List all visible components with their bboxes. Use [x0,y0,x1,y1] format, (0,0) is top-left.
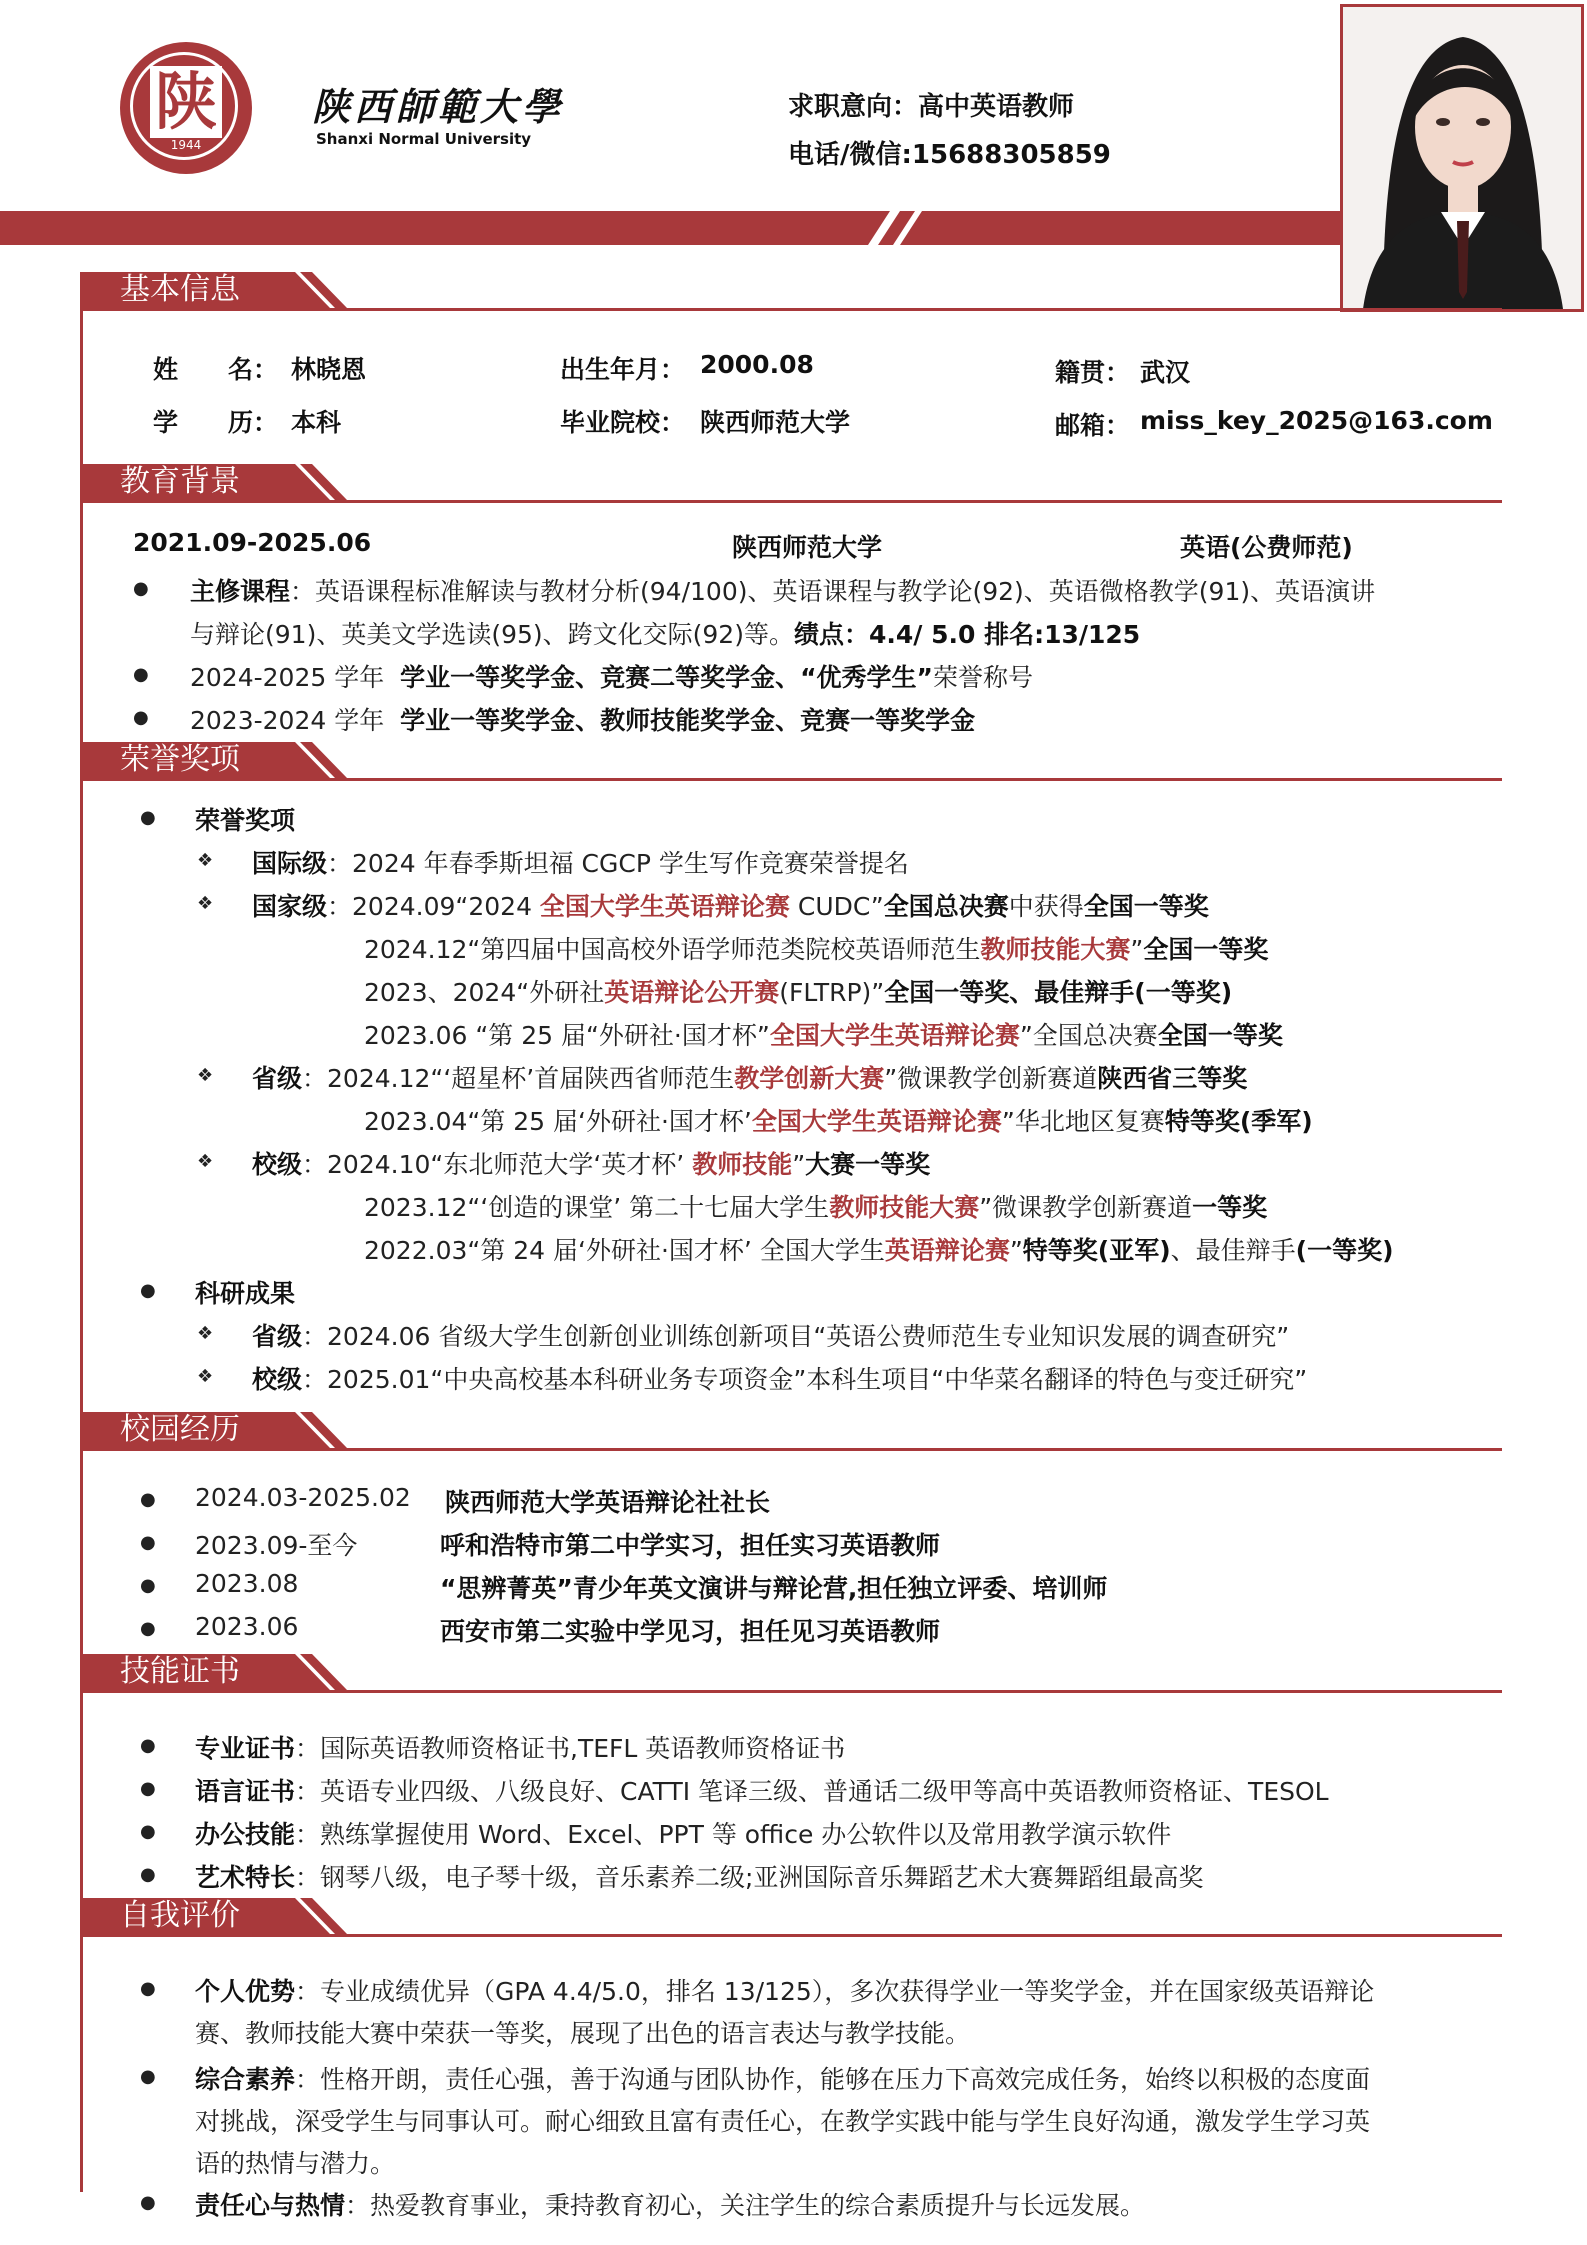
t: (一等奖) [1295,1236,1394,1265]
t: 教学创新大赛 [734,1064,885,1093]
t: 特等奖(季军) [1164,1107,1313,1136]
bullet: ● [140,1978,156,1999]
res-sch-label: 校级 [252,1365,303,1394]
birth-label: 出生年月： [560,355,686,384]
bullet: ● [140,807,156,828]
school-award-3 [364,1231,1394,1267]
skill-row [195,1772,1329,1808]
bullet: ● [140,1532,156,1553]
phone: 电话/微信:15688305859 [788,140,1111,170]
section-title-self: 自我评价 [120,1898,240,1933]
campus-date: 2024.03-2025.02 [195,1483,411,1512]
bullet: ● [140,1821,156,1842]
bullet: ● [140,1778,156,1799]
university-name-en: Shanxi Normal University [316,130,532,148]
profile-photo [1340,4,1584,312]
school-award-2 [364,1188,1267,1224]
gpa: 绩点：4.4/ 5.0 排名:13/125 [793,620,1141,649]
edu-period: 2021.09-2025.06 [133,528,372,557]
t: ”微课教学创新赛道 [884,1064,1098,1093]
diamond-bullet: ❖ [197,1065,214,1086]
diamond-bullet: ❖ [197,1366,214,1387]
t: 全国总决赛 [883,892,1009,921]
section-rule [80,1690,1502,1693]
degree-value: 本科 [291,408,342,437]
skill-row [195,1858,1203,1894]
bullet: ● [140,1489,156,1510]
skill-text: ：钢琴八级，电子琴十级，音乐素养二级;亚洲国际音乐舞蹈艺术大赛舞蹈组最高奖 [295,1863,1204,1892]
t: 2023.12“‘创造的课堂’ 第二十七届大学生 [364,1193,830,1222]
origin-value: 武汉 [1140,358,1191,387]
campus-date: 2023.09-至今 [195,1531,358,1560]
campus-desc: 呼和浩特市第二中学实习，担任实习英语教师 [440,1531,941,1560]
course-line1 [190,572,1375,608]
section-rule [80,1448,1502,1451]
section-title-basic: 基本信息 [120,272,240,307]
bullet: ● [140,1864,156,1885]
skill-label: 专业证书 [195,1734,296,1763]
t: ：2024.09“2024 [327,892,540,921]
self-qual-line1 [195,2060,1370,2096]
origin-label: 籍贯： [1055,358,1131,387]
nat-label: 国家级 [252,892,328,921]
school-label: 毕业院校： [560,408,686,437]
year1-award-list: 学业一等奖学金、竞赛二等奖学金、“优秀学生” [400,663,933,692]
t: ” [1009,1236,1023,1265]
t: 教师技能大赛 [829,1193,980,1222]
t: 全国一等奖 [1083,892,1209,921]
nat-award-2 [364,930,1268,966]
skill-text: ：国际英语教师资格证书,TEFL 英语教师资格证书 [295,1734,846,1763]
t: ” [1130,935,1144,964]
diamond-bullet: ❖ [197,1323,214,1344]
section-title-campus: 校园经历 [120,1412,240,1447]
nat-award-4 [364,1016,1283,1052]
logo-char: 陕 [150,66,222,138]
t: 大赛一等奖 [805,1150,931,1179]
bullet: ● [140,1575,156,1596]
t: 英语辩论赛 [884,1236,1010,1265]
t: ”微课教学创新赛道 [979,1193,1193,1222]
t: 一等奖 [1192,1193,1268,1222]
nat-award-1 [252,887,1209,923]
res-prov-label: 省级 [252,1322,303,1351]
bullet: ● [140,2192,156,2213]
research-subhead: 科研成果 [195,1279,296,1308]
intl-label: 国际级 [252,849,328,878]
section-rule [80,1934,1502,1937]
skill-label: 艺术特长 [195,1863,296,1892]
diamond-bullet: ❖ [197,850,214,871]
honors-subhead: 荣誉奖项 [195,806,296,835]
birth-value: 2000.08 [700,350,814,379]
year2-awards [190,701,975,737]
adv-label: 个人优势 [195,1977,296,2006]
qual-label: 综合素养 [195,2065,296,2094]
self-adv-line1 [195,1972,1374,2008]
skill-text: ：英语专业四级、八级良好、CATTI 笔译三级、普通话二级甲等高中英语教师资格证、TESOL [295,1777,1329,1806]
t: 特等奖(亚军) [1022,1236,1171,1265]
t: 2023、2024“外研社 [364,978,605,1007]
campus-date: 2023.06 [195,1612,299,1641]
t: 2024.12“第四届中国高校外语学师范类院校英语师范生 [364,935,981,964]
diamond-bullet: ❖ [197,1151,214,1172]
t: 全国大学生英语辩论赛 [769,1021,1020,1050]
skill-row [195,1729,845,1765]
t: 2023.06 “第 25 届“外研社·国才杯” [364,1021,770,1050]
bullet: ● [140,1618,156,1639]
research-school [252,1360,1307,1396]
self-qual-line2: 对挑战，深受学生与同事认可。耐心细致且富有责任心，在教学实践中能与学生良好沟通，激发学生学习英 [195,2107,1371,2136]
qual-text: ：性格开朗，责任心强，善于沟通与团队协作，能够在压力下高效完成任务，始终以积极的态度面 [295,2065,1371,2094]
job-intent: 求职意向：高中英语教师 [788,92,1075,122]
resp-text: ：热爱教育事业，秉持教育初心，关注学生的综合素质提升与长远发展。 [345,2191,1146,2220]
t: 全国一等奖、最佳辩手(一等奖) [884,978,1233,1007]
bullet: ● [133,664,149,685]
t: ：2024.06 省级大学生创新创业训练创新项目“英语公费师范生专业知识发展的调查研究” [302,1322,1290,1351]
skill-text: ：熟练掌握使用 Word、Excel、PPT 等 office 办公软件以及常用教学演示软件 [295,1820,1172,1849]
skill-label: 办公技能 [195,1820,296,1849]
campus-desc: 西安市第二实验中学见习，担任见习英语教师 [440,1617,941,1646]
campus-desc: “思辨菁英”青少年英文演讲与辩论营,担任独立评委、培训师 [440,1574,1108,1603]
nat-award-3 [364,973,1232,1009]
year2-award-list: 学业一等奖学金、教师技能奖学金、竞赛一等奖学金 [400,706,976,735]
bullet: ● [133,707,149,728]
university-name-cn: 陕西師範大學 [312,84,565,129]
degree-label: 学 历： [153,408,279,437]
resp-label: 责任心与热情 [195,2191,346,2220]
bullet: ● [133,578,149,599]
school-level-label: 校级 [252,1150,303,1179]
research-prov [252,1317,1289,1353]
t: ”华北地区复赛 [1001,1107,1165,1136]
course-text: ：英语课程标准解读与教材分析(94/100)、英语课程与教学论(92)、英语微格教学(91)、英语演讲 [290,577,1376,606]
self-resp [195,2186,1145,2222]
t: 2022.03“第 24 届‘外研社·国才杯’ 全国大学生 [364,1236,885,1265]
section-rule [80,500,1502,503]
edu-major: 英语(公费师范) [1180,533,1353,562]
campus-desc: 陕西师范大学英语辩论社社长 [445,1488,771,1517]
t: ：2024.12“‘超星杯’首届陕西省师范生 [302,1064,735,1093]
t: 中获得 [1008,892,1084,921]
skill-label: 语言证书 [195,1777,296,1806]
year2-label: 2023-2024 学年 [190,706,385,735]
section-rule [80,308,1502,311]
intl-award [252,844,909,880]
t: (FLTRP)” [779,978,885,1007]
prov-award-1 [252,1059,1247,1095]
name-label: 姓 名： [153,355,279,384]
t: ：2024.10“东北师范大学‘英才杯’ [302,1150,693,1179]
logo-year: 1944 [170,138,202,152]
self-qual-line3: 语的热情与潜力。 [195,2149,396,2178]
prov-award-2 [364,1102,1313,1138]
course-label: 主修课程 [190,577,291,606]
bullet: ● [140,1280,156,1301]
section-rule [80,778,1502,781]
campus-date: 2023.08 [195,1569,299,1598]
school-value: 陕西师范大学 [700,408,851,437]
prov-label: 省级 [252,1064,303,1093]
school-award-1 [252,1145,930,1181]
skill-row [195,1815,1171,1851]
section-title-honors: 荣誉奖项 [120,742,240,777]
intl-text: ：2024 年春季斯坦福 CGCP 学生写作竞赛荣誉提名 [327,849,909,878]
t: 陕西省三等奖 [1097,1064,1248,1093]
t: 教师技能 [692,1150,793,1179]
t: ” [792,1150,806,1179]
year1-suffix: 荣誉称号 [933,663,1034,692]
name-value: 林晓恩 [291,355,367,384]
t: 、最佳辩手 [1170,1236,1296,1265]
diamond-bullet: ❖ [197,893,214,914]
section-title-skills: 技能证书 [120,1654,240,1689]
t: 2023.04“第 25 届‘外研社·国才杯’ [364,1107,752,1136]
bullet: ● [140,1735,156,1756]
section-title-education: 教育背景 [120,464,240,499]
t: 教师技能大赛 [980,935,1131,964]
t: ”全国总决赛 [1019,1021,1158,1050]
t: 全国一等奖 [1143,935,1269,964]
edu-school: 陕西师范大学 [732,533,883,562]
email-value: miss_key_2025@163.com [1140,406,1493,435]
course-text2: 与辩论(91)、英美文学选读(95)、跨文化交际(92)等。 [190,620,794,649]
self-adv-line2: 赛、教师技能大赛中荣获一等奖，展现了出色的语言表达与教学技能。 [195,2019,971,2048]
course-line2 [190,615,1140,651]
t: 全国大学生英语辩论赛 [539,892,790,921]
email-label: 邮箱： [1055,411,1131,440]
year1-awards [190,658,1033,694]
adv-text: ：专业成绩优异（GPA 4.4/5.0，排名 13/125），多次获得学业一等奖学金，并在国家级英语辩论 [295,1977,1375,2006]
t: 英语辩论公开赛 [604,978,780,1007]
t: 全国大学生英语辩论赛 [751,1107,1002,1136]
t: CUDC” [789,892,884,921]
year1-label: 2024-2025 学年 [190,663,385,692]
t: 全国一等奖 [1157,1021,1283,1050]
bullet: ● [140,2066,156,2087]
t: ：2025.01“中央高校基本科研业务专项资金”本科生项目“中华菜名翻译的特色与变迁研究” [302,1365,1308,1394]
